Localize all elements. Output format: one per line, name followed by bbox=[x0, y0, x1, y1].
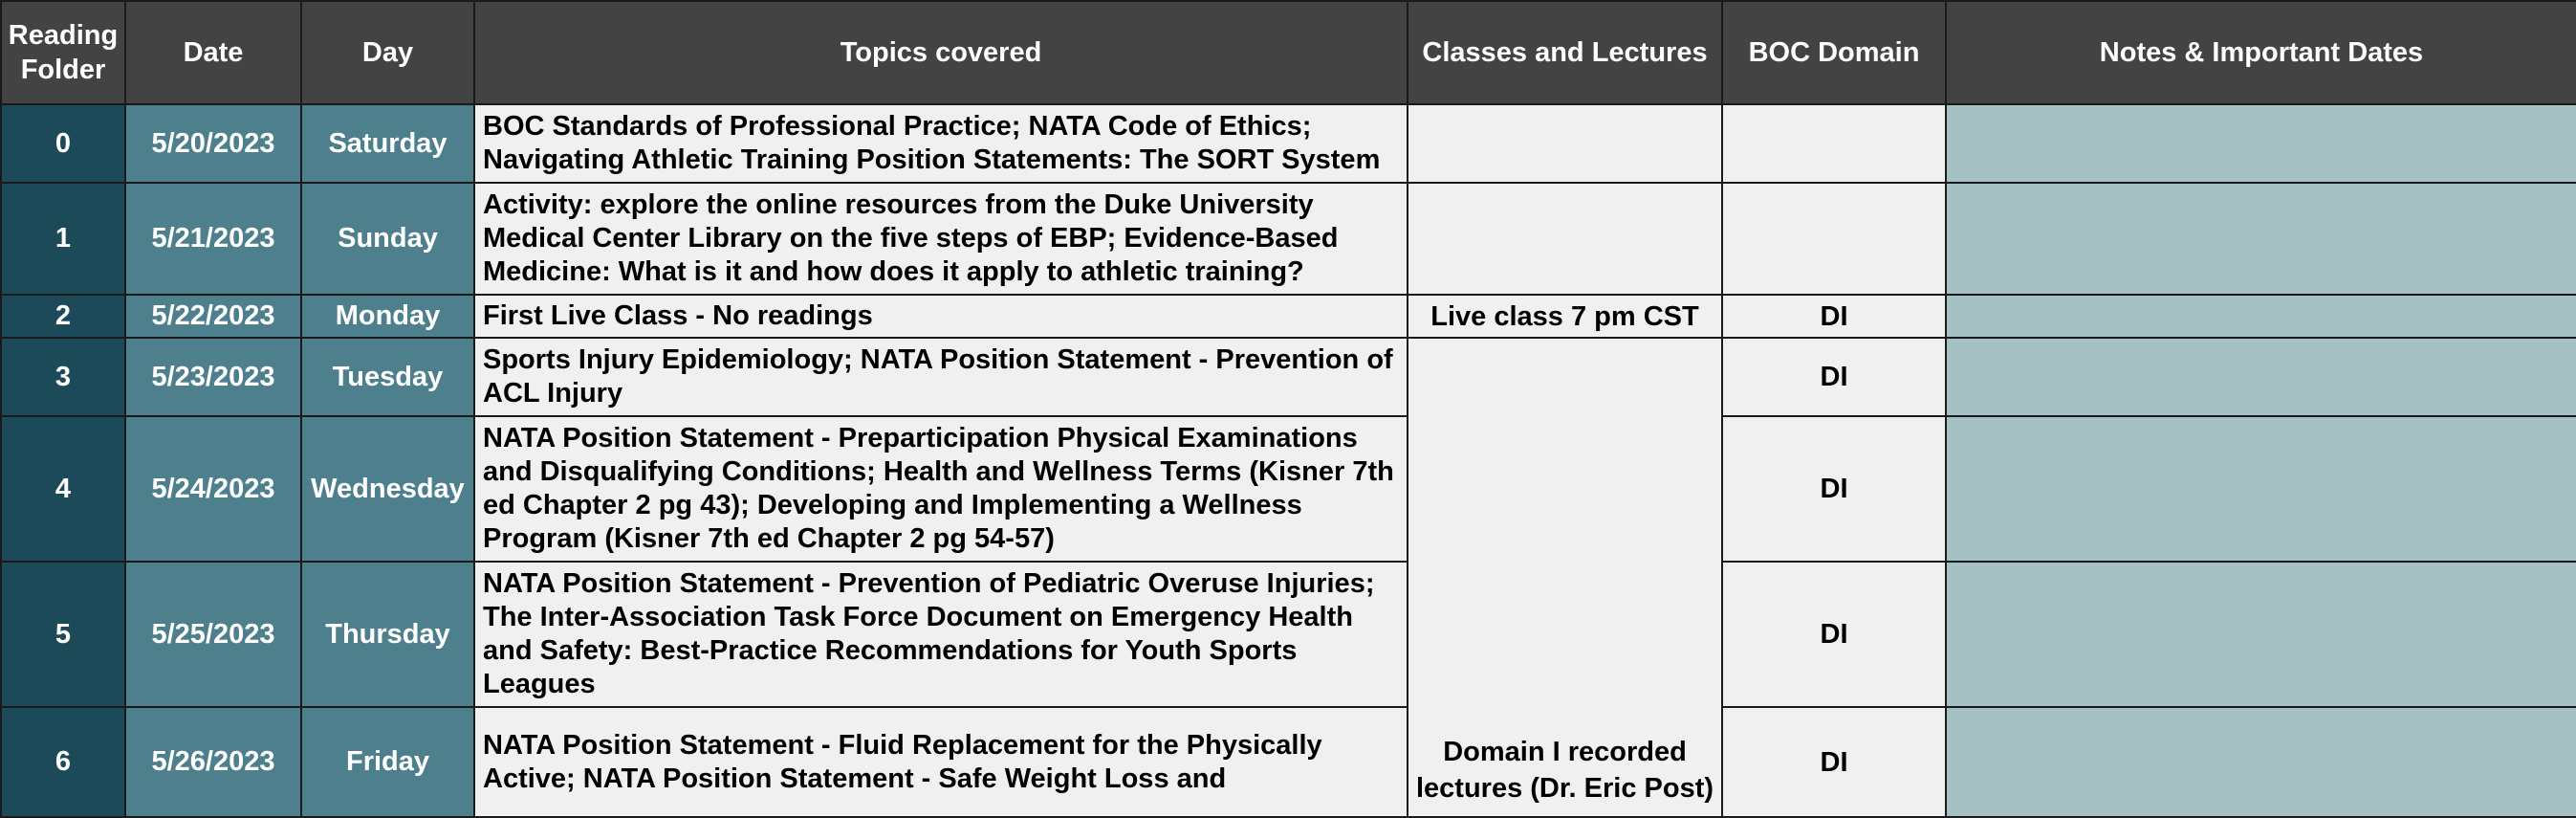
header-topics[interactable]: Topics covered bbox=[474, 1, 1408, 104]
cell-notes[interactable] bbox=[1946, 416, 2576, 562]
cell-folder[interactable]: 5 bbox=[1, 562, 125, 707]
cell-topics[interactable]: BOC Standards of Professional Practice; NATA Code of Ethics; Navigating Athletic Training Position Statements: The SORT System bbox=[474, 104, 1408, 183]
cell-day[interactable]: Wednesday bbox=[301, 416, 474, 562]
cell-domain[interactable]: DI bbox=[1722, 416, 1946, 562]
cell-domain[interactable]: DI bbox=[1722, 562, 1946, 707]
cell-day[interactable]: Friday bbox=[301, 707, 474, 817]
cell-domain[interactable]: DI bbox=[1722, 295, 1946, 338]
cell-day[interactable]: Monday bbox=[301, 295, 474, 338]
header-date[interactable]: Date bbox=[125, 1, 301, 104]
cell-folder[interactable]: 4 bbox=[1, 416, 125, 562]
header-day[interactable]: Day bbox=[301, 1, 474, 104]
cell-domain[interactable] bbox=[1722, 104, 1946, 183]
cell-date[interactable]: 5/22/2023 bbox=[125, 295, 301, 338]
cell-folder[interactable]: 0 bbox=[1, 104, 125, 183]
cell-topics[interactable]: NATA Position Statement - Preparticipation Physical Examinations and Disqualifying Conditions; Health and Wellness Terms (Kisner 7th ed Chapter 2 pg 43); Developing and Implementing a Wellness Program (Kisner 7th ed Chapter 2 pg 54-57) bbox=[474, 416, 1408, 562]
cell-notes[interactable] bbox=[1946, 338, 2576, 416]
cell-date[interactable]: 5/25/2023 bbox=[125, 562, 301, 707]
cell-topics[interactable]: NATA Position Statement - Fluid Replacement for the Physically Active; NATA Position Statement - Safe Weight Loss and bbox=[474, 707, 1408, 817]
cell-classes[interactable] bbox=[1408, 104, 1722, 183]
cell-notes[interactable] bbox=[1946, 562, 2576, 707]
cell-day[interactable]: Sunday bbox=[301, 183, 474, 295]
cell-date[interactable]: 5/24/2023 bbox=[125, 416, 301, 562]
cell-topics[interactable]: Activity: explore the online resources from the Duke University Medical Center Library on the five steps of EBP; Evidence-Based Medicine: What is it and how does it apply to athletic training? bbox=[474, 183, 1408, 295]
cell-classes[interactable]: Live class 7 pm CST bbox=[1408, 295, 1722, 338]
cell-notes[interactable] bbox=[1946, 707, 2576, 817]
table-row bbox=[1, 416, 2576, 562]
header-notes[interactable]: Notes & Important Dates bbox=[1946, 1, 2576, 104]
cell-topics[interactable]: NATA Position Statement - Prevention of Pediatric Overuse Injuries; The Inter-Association Task Force Document on Emergency Health and Safety: Best-Practice Recommendations for Youth Sports Leagues bbox=[474, 562, 1408, 707]
table-row bbox=[1, 562, 2576, 707]
cell-notes[interactable] bbox=[1946, 104, 2576, 183]
cell-date[interactable]: 5/23/2023 bbox=[125, 338, 301, 416]
table-row bbox=[1, 295, 2576, 338]
table-row bbox=[1, 104, 2576, 183]
cell-domain[interactable]: DI bbox=[1722, 707, 1946, 817]
cell-domain[interactable] bbox=[1722, 183, 1946, 295]
cell-classes-merged[interactable]: Domain I recorded lectures (Dr. Eric Post) bbox=[1408, 338, 1722, 817]
cell-folder[interactable]: 3 bbox=[1, 338, 125, 416]
cell-notes[interactable] bbox=[1946, 183, 2576, 295]
cell-folder[interactable]: 2 bbox=[1, 295, 125, 338]
cell-domain[interactable]: DI bbox=[1722, 338, 1946, 416]
cell-date[interactable]: 5/20/2023 bbox=[125, 104, 301, 183]
cell-date[interactable]: 5/21/2023 bbox=[125, 183, 301, 295]
header-row bbox=[1, 1, 2576, 104]
cell-day[interactable]: Thursday bbox=[301, 562, 474, 707]
header-reading-folder[interactable]: Reading Folder bbox=[1, 1, 125, 104]
cell-folder[interactable]: 1 bbox=[1, 183, 125, 295]
cell-topics[interactable]: First Live Class - No readings bbox=[474, 295, 1408, 338]
header-boc-domain[interactable]: BOC Domain bbox=[1722, 1, 1946, 104]
table-row bbox=[1, 707, 2576, 817]
cell-classes[interactable] bbox=[1408, 183, 1722, 295]
table-row bbox=[1, 183, 2576, 295]
cell-date[interactable]: 5/26/2023 bbox=[125, 707, 301, 817]
cell-day[interactable]: Saturday bbox=[301, 104, 474, 183]
table-row bbox=[1, 338, 2576, 416]
header-classes[interactable]: Classes and Lectures bbox=[1408, 1, 1722, 104]
cell-topics[interactable]: Sports Injury Epidemiology; NATA Position Statement - Prevention of ACL Injury bbox=[474, 338, 1408, 416]
cell-folder[interactable]: 6 bbox=[1, 707, 125, 817]
cell-notes[interactable] bbox=[1946, 295, 2576, 338]
cell-day[interactable]: Tuesday bbox=[301, 338, 474, 416]
